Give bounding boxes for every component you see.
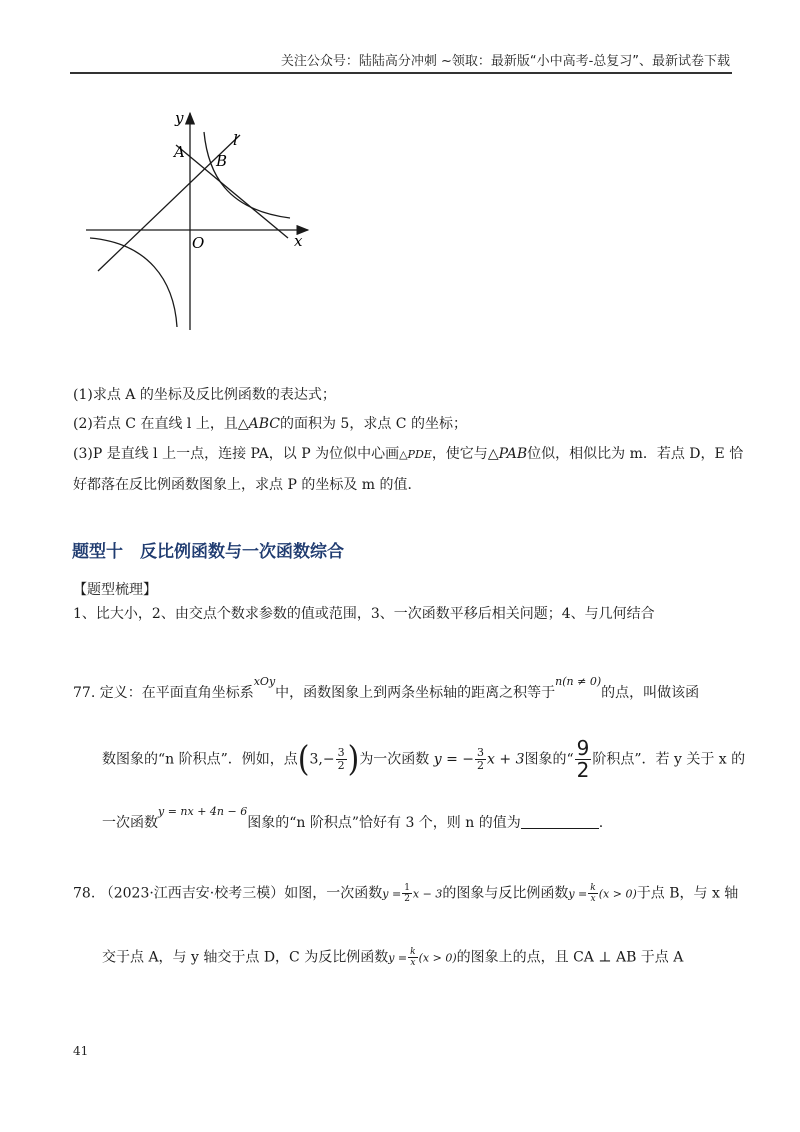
p78-eq2-frac: $\frac{k}{x}$ bbox=[590, 883, 596, 904]
p77-c2: 图象的“n 阶积点”恰好有 3 个，则 n 的值为 bbox=[247, 815, 521, 831]
p78-number: 78. bbox=[73, 885, 96, 902]
label-x: x bbox=[294, 232, 303, 250]
p77-b3: 图象的“ bbox=[524, 751, 574, 768]
q3-triangle-pab: △PAB bbox=[487, 446, 528, 462]
left-paren: ( bbox=[297, 738, 310, 780]
p77-frac-3-2: $\frac{3}{2}$ bbox=[337, 746, 345, 772]
answer-blank[interactable] bbox=[521, 814, 599, 829]
q3-post: 位似，相似比为 m．若点 D，E 恰 bbox=[527, 446, 744, 462]
section-title: 题型十 反比例函数与一次函数综合 bbox=[72, 542, 344, 562]
p78-eq2-cond: (x > 0) bbox=[598, 887, 637, 901]
q2-post: 的面积为 5，求点 C 的坐标； bbox=[279, 416, 467, 432]
p77-eq-frac: $\frac{3}{2}$ bbox=[477, 746, 485, 772]
problem-77-line-2 bbox=[102, 738, 745, 781]
p77-number: 77. bbox=[73, 685, 96, 701]
problem-78-line-2 bbox=[102, 947, 683, 969]
hyperbola-branch-1 bbox=[204, 132, 290, 218]
section-tag: 【题型梳理】 bbox=[73, 582, 157, 598]
label-l: l bbox=[233, 131, 238, 149]
p78-eq1-post: x − 3 bbox=[412, 887, 443, 901]
q3-mid: ，使它与 bbox=[431, 446, 488, 462]
p78-b1: 交于点 A，与 y 轴交于点 D，C 为反比例函数 bbox=[102, 949, 389, 966]
p78-a1: （2023·江西吉安·校考三模）如图，一次函数 bbox=[99, 885, 383, 902]
p78-eq2-pre: y = bbox=[568, 887, 588, 901]
p77-b1: 数图象的“n 阶积点”．例如，点 bbox=[102, 751, 298, 768]
p78-eq3-pre: y = bbox=[388, 951, 408, 965]
page-header: 关注公众号：陆陆高分冲刺 ~领取：最新版“小中高考-总复习”、最新试卷下载 bbox=[280, 54, 730, 69]
problem-77-line-3 bbox=[102, 802, 603, 833]
p77-n-condition: n(n ≠ 0) bbox=[555, 675, 602, 688]
p77-point-x: 3,− bbox=[309, 751, 335, 768]
p78-a3: 于点 B，与 x 轴 bbox=[636, 885, 739, 902]
p77-c3: . bbox=[598, 815, 604, 831]
section-summary: 1、比大小，2、由交点个数求参数的值或范围，3、一次函数平移后相关问题；4、与几何结合 bbox=[73, 606, 655, 622]
problem-78-line-1 bbox=[73, 883, 738, 905]
p77-a3: 的点，叫做该函 bbox=[601, 685, 700, 701]
function-graph bbox=[80, 105, 320, 335]
p77-eq-pre: y = − bbox=[433, 751, 475, 768]
page-number: 41 bbox=[73, 1044, 89, 1058]
header-rule bbox=[70, 72, 732, 74]
q2-pre: (2)若点 C 在直线 l 上，且 bbox=[73, 416, 238, 432]
p77-eq2: y = nx + 4n − 6 bbox=[158, 805, 248, 818]
label-b: B bbox=[216, 152, 228, 170]
p77-eq-post: x + 3 bbox=[487, 751, 525, 768]
p78-eq1-pre: y = bbox=[382, 887, 402, 901]
p77-a2: 中，函数图象上到两条坐标轴的距离之积等于 bbox=[275, 685, 556, 701]
q3-pre: (3)P 是直线 l 上一点，连接 PA，以 P 为位似中心画 bbox=[73, 446, 400, 462]
p77-frac-9-2: $\frac{9}{2}$ bbox=[576, 736, 590, 782]
question-2 bbox=[73, 414, 467, 434]
p78-eq1-frac: $\frac{1}{2}$ bbox=[404, 883, 410, 904]
p78-eq3-frac: $\frac{k}{x}$ bbox=[410, 947, 416, 968]
p78-b2: 的图象上的点，且 CA ⊥ AB 于点 A bbox=[456, 949, 684, 966]
q2-triangle: △ABC bbox=[237, 416, 280, 432]
p77-c1: 一次函数 bbox=[102, 815, 158, 831]
q3-triangle-pde: △PDE bbox=[399, 448, 432, 461]
p78-eq3-cond: (x > 0) bbox=[418, 951, 457, 965]
label-o: O bbox=[192, 234, 205, 252]
p78-a2: 的图象与反比例函数 bbox=[442, 885, 569, 902]
question-3-line-1 bbox=[73, 444, 743, 465]
question-1: (1)求点 A 的坐标及反比例函数的表达式； bbox=[73, 387, 336, 403]
label-y: y bbox=[175, 109, 184, 127]
hyperbola-branch-2 bbox=[90, 238, 177, 327]
p77-b4: 阶积点”．若 y 关于 x 的 bbox=[592, 751, 746, 768]
p77-a1: 定义：在平面直角坐标系 bbox=[99, 685, 254, 701]
p77-b2: 为一次函数 bbox=[359, 751, 430, 768]
problem-77-line-1 bbox=[73, 672, 699, 703]
question-3-line-2: 好都落在反比例函数图象上，求点 P 的坐标及 m 的值． bbox=[73, 477, 422, 493]
p77-xoy: xOy bbox=[253, 675, 276, 688]
line-ab bbox=[176, 145, 288, 238]
label-a: A bbox=[174, 143, 185, 161]
right-paren: ) bbox=[347, 738, 360, 780]
